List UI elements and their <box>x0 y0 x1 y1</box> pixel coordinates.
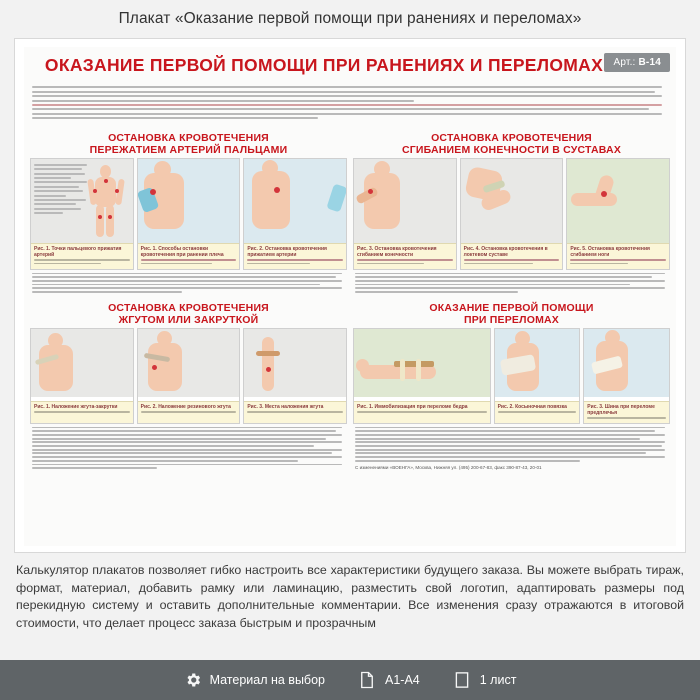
figure-artwork <box>244 159 346 243</box>
section-body-text <box>353 427 670 470</box>
figure-caption: Рис. 5. Остановка кровотечения сгибанием ноги <box>567 243 669 269</box>
panel-figure[interactable] <box>494 328 581 424</box>
figure-artwork <box>138 159 240 243</box>
figure-artwork <box>244 329 346 397</box>
section-fractures <box>353 299 670 471</box>
section-panels <box>353 328 670 424</box>
bottom-bar-item-sheets[interactable] <box>454 671 517 689</box>
figure-caption: Рис. 3. Места наложения жгута <box>244 401 346 423</box>
figure-caption: Рис. 2. Наложение резинового жгута <box>138 401 240 423</box>
panel-figure[interactable] <box>243 158 347 270</box>
bottom-bar-label: A1-A4 <box>385 673 420 687</box>
panel-figure[interactable] <box>243 328 347 424</box>
section-joint-flexion <box>353 129 670 295</box>
figure-artwork <box>31 159 133 243</box>
figure-caption: Рис. 2. Остановка кровотечения прижатием артерии <box>244 243 346 269</box>
bottom-bar-item-material[interactable] <box>184 671 325 689</box>
figure-artwork <box>31 329 133 397</box>
panel-figure[interactable] <box>30 158 134 270</box>
section-tourniquet <box>30 299 347 471</box>
article-label: Арт.: <box>613 57 636 68</box>
bottom-bar-label: Материал на выбор <box>209 673 325 687</box>
figure-caption: Рис. 1. Точки пальцевого прижатия артерий <box>31 243 133 269</box>
gear-icon <box>184 671 202 689</box>
article-value: В-14 <box>638 57 661 68</box>
figure-caption: Рис. 3. Остановка кровотечения сгибанием конечности <box>354 243 456 269</box>
figure-caption: Рис. 1. Способы остановки кровотечения при ранении плеча <box>138 243 240 269</box>
poster-intro-text <box>32 82 668 124</box>
sheet-icon <box>454 671 472 689</box>
figure-artwork <box>354 329 490 397</box>
section-body-text <box>30 427 347 469</box>
panel-figure[interactable] <box>137 158 241 270</box>
poster-title: ОКАЗАНИЕ ПЕРВОЙ ПОМОЩИ ПРИ РАНЕНИЯХ И ПЕРЕЛОМАХ <box>44 55 604 75</box>
bottom-bar <box>0 660 700 700</box>
poster-image <box>24 47 676 546</box>
bottom-bar-label: 1 лист <box>479 673 517 687</box>
bottom-bar-item-format[interactable] <box>359 671 420 689</box>
section-arteries-fingers <box>30 129 347 295</box>
poster-container[interactable] <box>14 38 686 553</box>
panel-figure[interactable] <box>566 158 670 270</box>
section-panels <box>30 328 347 424</box>
panel-figure[interactable] <box>353 328 491 424</box>
figure-artwork <box>461 159 563 243</box>
section-title: ОСТАНОВКА КРОВОТЕЧЕНИЯ СГИБАНИЕМ КОНЕЧНОСТИ В СУСТАВАХ <box>401 131 622 156</box>
figure-caption: Рис. 1. Наложение жгута-закрутки <box>31 401 133 423</box>
figure-caption: Рис. 3. Шина при переломе предплечья <box>584 401 669 423</box>
section-title: ОСТАНОВКА КРОВОТЕЧЕНИЯ ЖГУТОМ ИЛИ ЗАКРУТКОЙ <box>108 301 269 326</box>
panel-figure[interactable] <box>353 158 457 270</box>
section-title: ОСТАНОВКА КРОВОТЕЧЕНИЯ ПЕРЕЖАТИЕМ АРТЕРИЙ ПАЛЬЦАМИ <box>89 131 288 156</box>
section-title: ОКАЗАНИЕ ПЕРВОЙ ПОМОЩИ ПРИ ПЕРЕЛОМАХ <box>429 301 594 326</box>
figure-artwork <box>567 159 669 243</box>
figure-caption: Рис. 1. Иммобилизация при переломе бедра <box>354 401 490 423</box>
figure-artwork <box>138 329 240 397</box>
figure-artwork <box>354 159 456 243</box>
figure-caption: Рис. 2. Косыночная повязка <box>495 401 580 423</box>
section-panels <box>30 158 347 270</box>
panel-figure[interactable] <box>460 158 564 270</box>
panel-figure[interactable] <box>30 328 134 424</box>
section-body-text <box>353 273 670 293</box>
description-text: Калькулятор плакатов позволяет гибко настроить все характеристики будущего заказа. Вы можете выбрать тираж, формат, материал, добавить рамку или ламинацию, разместить свой логотип, адаптировать размеры под перекидную систему и оставить дополнительные комментарии. Все изменения сразу отражаются в итоговой стоимости, что делает процесс заказа быстрым и прозрачным <box>16 563 684 630</box>
document-icon <box>359 671 377 689</box>
page-title: Плакат «Оказание первой помощи при ранениях и переломах» <box>0 0 700 38</box>
poster-sections-grid <box>30 129 670 471</box>
article-badge <box>604 53 670 72</box>
panel-figure[interactable] <box>137 328 241 424</box>
figure-artwork <box>495 329 580 397</box>
panel-figure[interactable] <box>583 328 670 424</box>
figure-caption: Рис. 4. Остановка кровотечения в локтевом суставе <box>461 243 563 269</box>
section-panels <box>353 158 670 270</box>
poster-footer-note: С изменениями «ВОЕНГА», Москва, Нижняя ул. (495) 200-67-83, факс 390-87-43, 20-01 <box>355 464 542 470</box>
figure-artwork <box>584 329 669 397</box>
section-body-text <box>30 273 347 293</box>
